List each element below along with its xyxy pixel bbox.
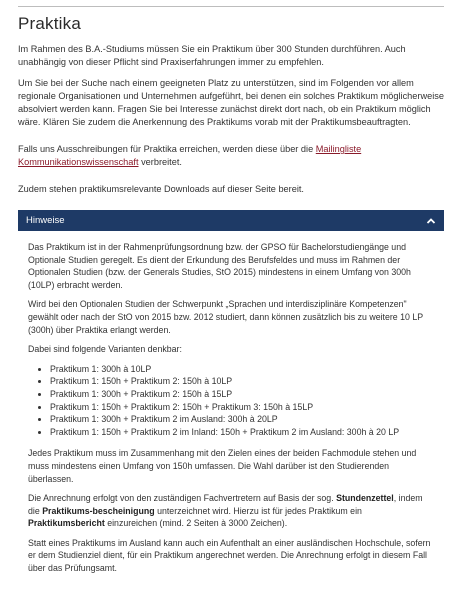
list-item: • Praktikum 1: 150h + Praktikum 2: 150h + Praktikum 3: 150h à 15LP <box>50 401 434 414</box>
p4-text-e: einzureichen (mind. 2 Seiten à 3000 Zeichen). <box>104 518 288 529</box>
list-item: • Praktikum 1: 300h à 10LP <box>50 363 434 376</box>
hinweis-paragraph-2: Wird bei den Optionalen Studien der Schwerpunkt „Sprachen und interdisziplinäre Kompetenzen" gewählt oder nach der StO von 2015 bzw. 2012 studiert, dann können zusätzlich bis zu weitere 10 LP (300h) über Praktika erlangt werden. <box>28 299 423 335</box>
mailing-text-post: verbreitet. <box>138 157 182 167</box>
accordion-hinweise-header[interactable] <box>18 210 444 231</box>
accordion-title: Hinweise <box>26 215 65 226</box>
p4-text-d: unterzeichnet wird. Hierzu ist für jedes Praktikum ein <box>154 505 362 516</box>
main-content <box>18 14 444 582</box>
list-item: • Praktikum 1: 300h + Praktikum 2 im Ausland: 300h à 20LP <box>50 413 434 426</box>
top-divider <box>18 6 444 7</box>
page-title: Praktika <box>18 14 82 33</box>
hinweis-paragraph-5: Statt eines Praktikums im Ausland kann auch ein Aufenthalt an einer ausländischen Hochschule, sofern er dem Studienziel dient, für ein Praktikum angerechnet werden. Die Anrechnung erfolgt in diesem Fall über das Prüfungsamt. <box>28 537 431 574</box>
variants-list <box>28 363 434 439</box>
list-item: • Praktikum 1: 300h + Praktikum 2: 150h à 15LP <box>50 388 434 401</box>
mailing-paragraph <box>18 143 444 169</box>
downloads-paragraph: Zudem stehen praktikumsrelevante Downloads auf dieser Seite bereit. <box>18 184 304 194</box>
p4-bold-bescheinigung: Praktikums-bescheinigung <box>42 505 155 516</box>
hinweis-paragraph-1: Das Praktikum ist in der Rahmenprüfungsordnung bzw. der GPSO für Bachelorstudiengänge und Optionale Studien geregelt. Es dient der Erkundung des Berufsfeldes und muss im Rahmen der Optionalen Studien (bzw. der Generals Studies, StO 2015) mindestens in einem Umfang von 300h (10LP) erbracht werden. <box>28 242 411 290</box>
accordion-panel <box>18 231 444 575</box>
list-item: • Praktikum 1: 150h + Praktikum 2: 150h à 10LP <box>50 375 434 388</box>
p4-bold-bericht: Praktikumsbericht <box>28 518 105 529</box>
chevron-up-icon[interactable] <box>426 216 436 226</box>
mailinglist-link[interactable]: Mailingliste Kommunikationswissenschaft <box>18 144 362 167</box>
mailing-text-pre: Falls uns Ausschreibungen für Praktika erreichen, werden diese über die <box>18 144 316 154</box>
hinweis-paragraph-3: Jedes Praktikum muss im Zusammenhang mit den Zielen eines der beiden Fachmodule stehen und muss mindestens einen Umfang von 150h umfassen. Die Wahl darüber ist den Studierenden überlassen. <box>28 448 417 484</box>
p4-text-c: , indem die <box>28 493 423 516</box>
p4-text-a: Die Anrechnung erfolgt von den zuständigen Fachvertretern auf Basis der sog. <box>28 493 337 504</box>
hinweis-paragraph-4 <box>28 492 434 530</box>
variants-intro: Dabei sind folgende Varianten denkbar: <box>28 344 182 355</box>
intro-paragraph-2: Um Sie bei der Suche nach einem geeigneten Platz zu unterstützen, sind im Folgenden vor allem regionale Organisationen und Unternehmen aufgeführt, bei denen ein solches Praktikum möglicherweise absolviert werden kann. Fragen Sie bei Interesse zunächst direkt dort nach, ob ein Praktikum möglich wäre. Klären Sie zudem die Anerkennung des Praktikums vorab mit der Praktikumsbeauftragten. <box>18 78 444 127</box>
p4-bold-stundenzettel: Stundenzettel <box>336 493 394 504</box>
list-item: • Praktikum 1: 150h + Praktikum 2 im Inland: 150h + Praktikum 2 im Ausland: 300h à 20 LP <box>50 426 434 439</box>
intro-paragraph-1: Im Rahmen des B.A.-Studiums müssen Sie ein Praktikum über 300 Stunden durchführen. Auch unabhängig von dieser Pflicht sind Praxiserfahrungen immer zu empfehlen. <box>18 44 406 67</box>
